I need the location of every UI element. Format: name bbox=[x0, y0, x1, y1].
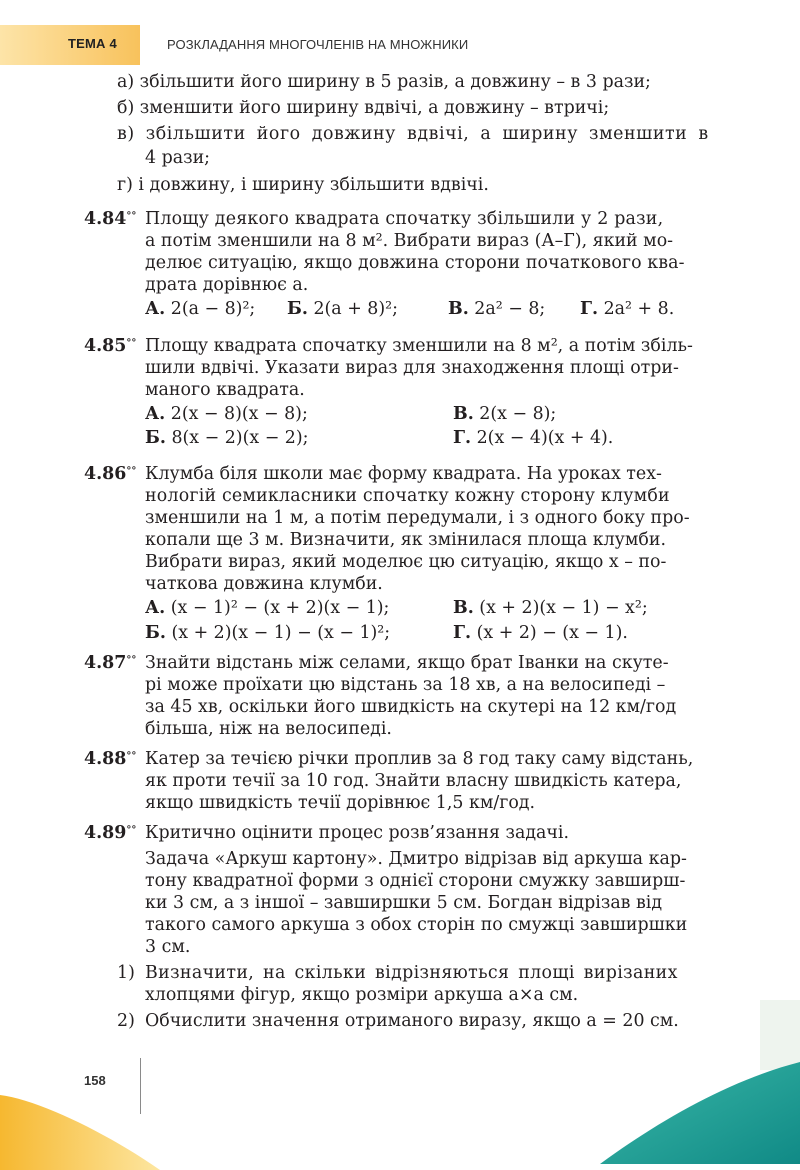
intro-item-b: б) зменшити його ширину вдвічі, а довжину – втричі; bbox=[117, 98, 610, 118]
decorative-green-wave bbox=[600, 1000, 800, 1164]
p489-line-3: тону квадратної форми з однієї сторони смужку завширш- bbox=[145, 871, 686, 891]
p484-option-v: В. 2a² − 8; bbox=[448, 299, 546, 319]
p484-line-2: а потім зменшили на 8 м². Вибрати вираз (А–Г), який мо- bbox=[145, 231, 674, 251]
problem-number-4-89: 4.89°° bbox=[84, 823, 137, 843]
p489-line-4: ки 3 см, а з іншої – завширшки 5 см. Богдан відрізав від bbox=[145, 893, 663, 913]
page-header bbox=[0, 25, 800, 65]
p486-option-v: В. (x + 2)(x − 1) − x²; bbox=[453, 598, 648, 618]
intro-item-v: в) збільшити його довжину вдвічі, а ширину зменшити в bbox=[117, 124, 709, 144]
p489-subitem-1-number: 1) bbox=[117, 963, 135, 983]
p486-line-6: чаткова довжина клумби. bbox=[145, 574, 383, 594]
p487-line-2: рі може проїхати цю відстань за 18 хв, а на велосипеді – bbox=[145, 675, 666, 695]
p486-line-1: Клумба біля школи має форму квадрата. На уроках тех- bbox=[145, 464, 662, 484]
p485-option-v: В. 2(x − 8); bbox=[453, 404, 557, 424]
p484-option-a: А. 2(a − 8)²; bbox=[145, 299, 256, 319]
p484-option-b: Б. 2(a + 8)²; bbox=[287, 299, 398, 319]
p486-option-b: Б. (x + 2)(x − 1) − (x − 1)²; bbox=[145, 623, 391, 643]
problem-number-4-85: 4.85°° bbox=[84, 336, 137, 356]
p485-option-b: Б. 8(x − 2)(x − 2); bbox=[145, 428, 309, 448]
topic-label: ТЕМА 4 bbox=[68, 36, 117, 51]
p489-subitem-2-line-1: Обчислити значення отриманого виразу, якщо a = 20 см. bbox=[145, 1011, 679, 1031]
p488-line-3: якщо швидкість течії дорівнює 1,5 км/год. bbox=[145, 793, 536, 813]
p489-line-5: такого самого аркуша з обох сторін по смужці завширшки bbox=[145, 915, 688, 935]
p484-line-4: драта дорівнює a. bbox=[145, 275, 309, 295]
p488-line-1: Катер за течією річки проплив за 8 год таку саму відстань, bbox=[145, 749, 694, 769]
problem-number-4-88: 4.88°° bbox=[84, 749, 137, 769]
p486-line-3: зменшили на 1 м, а потім передумали, і з одного боку про- bbox=[145, 508, 690, 528]
p489-line-1: Критично оцінити процес розв’язання задачі. bbox=[145, 823, 569, 843]
p486-line-5: Вибрати вираз, який моделює цю ситуацію, якщо x – по- bbox=[145, 552, 667, 572]
intro-item-v-cont: 4 рази; bbox=[145, 148, 211, 168]
topic-title: РОЗКЛАДАННЯ МНОГОЧЛЕНІВ НА МНОЖНИКИ bbox=[167, 37, 469, 52]
problem-number-4-86: 4.86°° bbox=[84, 464, 137, 484]
p489-subitem-1-line-2: хлопцями фігур, якщо розміри аркуша a×a см. bbox=[145, 985, 579, 1005]
p488-line-2: як проти течії за 10 год. Знайти власну швидкість катера, bbox=[145, 771, 682, 791]
p485-line-3: маного квадрата. bbox=[145, 380, 305, 400]
p489-line-6: 3 см. bbox=[145, 937, 191, 957]
p489-line-2: Задача «Аркуш картону». Дмитро відрізав від аркуша кар- bbox=[145, 849, 687, 869]
p485-option-a: А. 2(x − 8)(x − 8); bbox=[145, 404, 308, 424]
p486-line-2: нологій семикласники спочатку кожну сторону клумби bbox=[145, 486, 670, 506]
p486-option-g: Г. (x + 2) − (x − 1). bbox=[453, 623, 628, 643]
p487-line-1: Знайти відстань між селами, якщо брат Іванки на скуте- bbox=[145, 653, 669, 673]
decorative-orange-wave bbox=[0, 1090, 160, 1170]
page-number: 158 bbox=[84, 1073, 106, 1088]
p485-option-g: Г. 2(x − 4)(x + 4). bbox=[453, 428, 614, 448]
p487-line-3: за 45 хв, оскільки його швидкість на скутері на 12 км/год bbox=[145, 697, 677, 717]
intro-item-a: а) збільшити його ширину в 5 разів, а довжину – в 3 рази; bbox=[117, 72, 651, 92]
p486-line-4: копали ще 3 м. Визначити, як змінилася площа клумби. bbox=[145, 530, 667, 550]
p489-subitem-2-number: 2) bbox=[117, 1011, 135, 1031]
p484-line-3: делює ситуацію, якщо довжина сторони початкового ква- bbox=[145, 253, 685, 273]
p485-line-1: Площу квадрата спочатку зменшили на 8 м², а потім збіль- bbox=[145, 336, 693, 356]
problem-number-4-87: 4.87°° bbox=[84, 653, 137, 673]
problem-number-4-84: 4.84°° bbox=[84, 209, 137, 229]
intro-item-g: г) і довжину, і ширину збільшити вдвічі. bbox=[117, 175, 489, 195]
p485-line-2: шили вдвічі. Указати вираз для знаходження площі отри- bbox=[145, 358, 679, 378]
p484-option-g: Г. 2a² + 8. bbox=[580, 299, 675, 319]
p489-subitem-1-line-1: Визначити, на скільки відрізняються площі вирізаних bbox=[145, 963, 678, 983]
p487-line-4: більша, ніж на велосипеді. bbox=[145, 719, 392, 739]
p486-option-a: А. (x − 1)² − (x + 2)(x − 1); bbox=[145, 598, 390, 618]
p484-line-1: Площу деякого квадрата спочатку збільшили у 2 рази, bbox=[145, 209, 664, 229]
